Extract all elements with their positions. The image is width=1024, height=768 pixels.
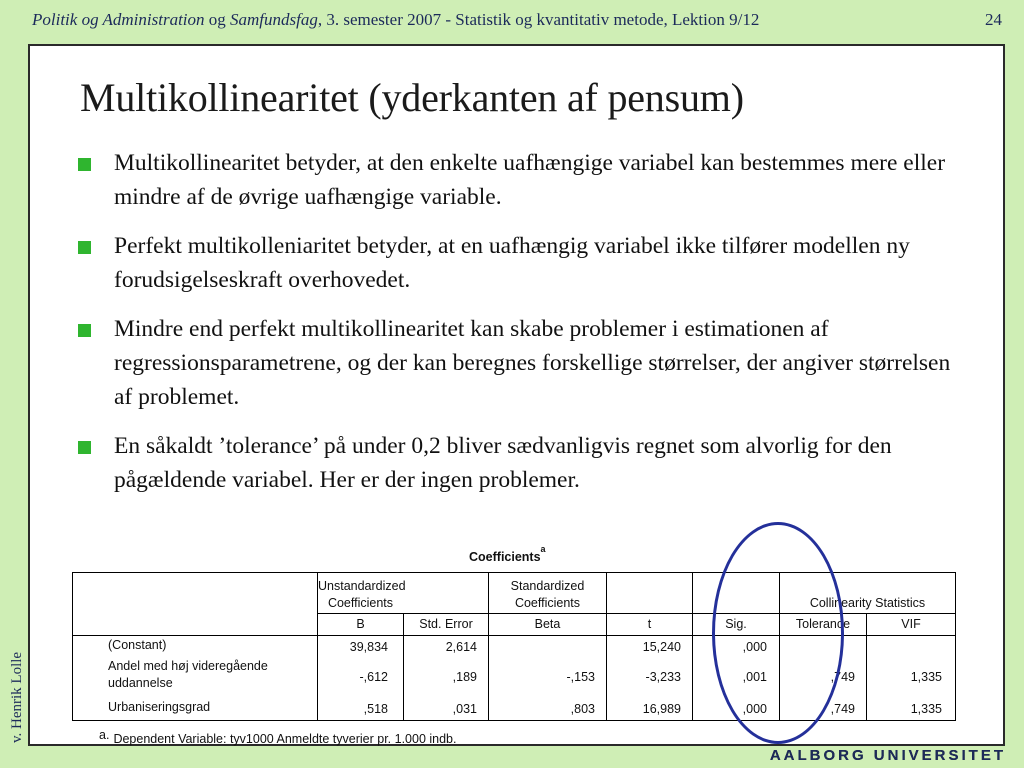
header-course-a: Politik og Administration <box>32 10 205 29</box>
cell-sig: ,001 <box>742 670 767 684</box>
header-unstandardized: Unstandardized Coefficients <box>318 579 406 610</box>
row-label: Urbaniseringsgrad <box>108 700 211 714</box>
cell-sig: ,000 <box>742 640 767 654</box>
cell-b: ,518 <box>363 702 388 716</box>
col-t: t <box>647 617 652 631</box>
bullet-item <box>74 312 974 414</box>
bullet-square-icon <box>78 241 91 254</box>
cell-vif: 1,335 <box>910 702 942 716</box>
cell-beta: -,153 <box>566 670 595 684</box>
cell-se: ,189 <box>452 670 477 684</box>
header-collinearity: Collinearity Statistics <box>809 596 926 610</box>
col-beta: Beta <box>534 617 561 631</box>
side-credit-text: v. Henrik Lolle <box>9 651 25 743</box>
aalborg-university-logo: AALBORG UNIVERSITET <box>769 747 1006 764</box>
col-sig: Sig. <box>725 617 747 631</box>
cell-t: -3,233 <box>645 670 681 684</box>
col-std-error: Std. Error <box>419 617 473 631</box>
bullet-square-icon <box>78 158 91 171</box>
coefficients-title-sup: a <box>540 544 546 554</box>
cell-b: -,612 <box>359 670 388 684</box>
col-vif: VIF <box>901 617 921 631</box>
col-tolerance: Tolerance <box>795 617 851 631</box>
cell-se: ,031 <box>452 702 477 716</box>
cell-vif: 1,335 <box>910 670 942 684</box>
table-footnote <box>99 728 457 746</box>
header-course-line <box>32 10 759 30</box>
slide-panel <box>28 44 1005 746</box>
bullet-item <box>74 146 974 214</box>
cell-tolerance: ,749 <box>830 670 855 684</box>
page-number: 24 <box>985 10 1002 29</box>
footnote-label: a. <box>99 728 110 742</box>
bullet-list <box>74 146 974 512</box>
cell-beta: ,803 <box>570 702 595 716</box>
bullet-square-icon <box>78 324 91 337</box>
slide-title: Multikollinearitet (yderkanten af pensum) <box>80 75 744 120</box>
cell-sig: ,000 <box>742 702 767 716</box>
cell-t: 16,989 <box>642 702 681 716</box>
coefficients-title: Coefficients$^a$ <box>469 544 546 565</box>
cell-t: 15,240 <box>642 640 681 654</box>
bullet-square-icon <box>78 441 91 454</box>
header-standardized: Standardized Coefficients <box>510 579 585 610</box>
header-course-b: Samfundsfag <box>230 10 318 29</box>
bullet-item <box>74 229 974 297</box>
bullet-text: Perfekt multikolleniaritet betyder, at en uafhængig variabel ikke tilfører modellen ny forudsigelseskraft overhovedet. <box>114 233 910 293</box>
header-og: og <box>204 10 231 29</box>
collinearity-highlight-ellipse <box>712 522 844 744</box>
cell-b: 39,834 <box>349 640 388 654</box>
bullet-item <box>74 429 974 497</box>
header-bar <box>0 0 1024 40</box>
cell-tolerance: ,749 <box>830 702 855 716</box>
bullet-text: Mindre end perfekt multikollinearitet kan skabe problemer i estimationen af regressionsparametrene, og der kan beregnes forskellige størrelser, der angiver størrelsen af problemet. <box>114 316 951 410</box>
cell-se: 2,614 <box>445 640 477 654</box>
side-credit <box>3 575 29 745</box>
bullet-text: En såkaldt ’tolerance’ på under 0,2 bliver sædvanligvis regnet som alvorlig for den pågældende variabel. Her er der ingen problemer. <box>114 433 892 493</box>
footnote-text: Dependent Variable: tyv1000 Anmeldte tyverier pr. 1.000 indb. <box>113 732 457 746</box>
bullet-text: Multikollinearitet betyder, at den enkelte uafhængige variabel kan bestemmes mere eller mindre af de øvrige uafhængige variable. <box>114 150 946 210</box>
row-label: (Constant) <box>108 638 167 652</box>
col-b: B <box>356 617 365 631</box>
header-rest: , 3. semester 2007 - Statistik og kvantitativ metode, Lektion 9/12 <box>317 10 760 29</box>
row-label: Andel med høj videregående uddannelse <box>108 659 268 690</box>
